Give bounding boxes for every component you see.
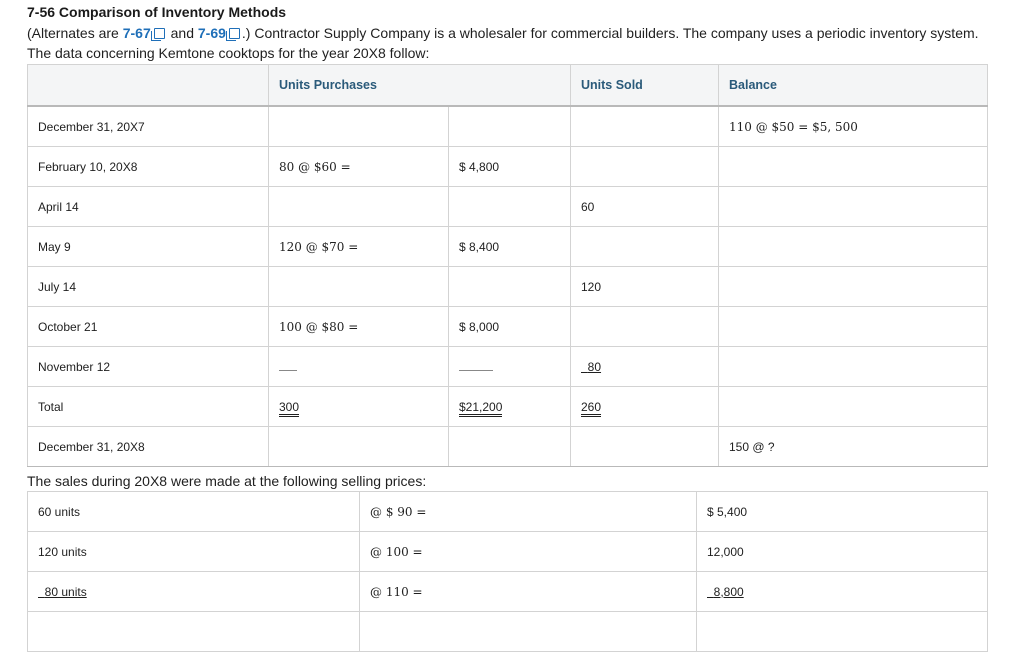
- row-date: July 14: [28, 267, 269, 307]
- row-balance: [719, 227, 988, 267]
- table-row: [28, 612, 988, 652]
- sales-units-value: 80 units: [44, 584, 87, 599]
- inventory-table: [27, 64, 988, 467]
- row-sold: 60: [571, 187, 719, 227]
- row-amount: [449, 387, 571, 427]
- table-row: [28, 187, 988, 227]
- row-purchase: 100 @ $80 =: [269, 307, 449, 347]
- sales-price: @ 100 =: [360, 532, 697, 572]
- row-purchase: [269, 347, 449, 387]
- row-amount: $ 8,400: [449, 227, 571, 267]
- row-sold: 120: [571, 267, 719, 307]
- row-amount: [449, 187, 571, 227]
- alt2-label[interactable]: 7-69: [197, 25, 226, 41]
- sold-underlined-value: [581, 360, 601, 374]
- sales-units: 60 units: [28, 492, 360, 532]
- row-purchase: 80 @ $60 =: [269, 147, 449, 187]
- alt-problem-link-2[interactable]: [198, 25, 242, 41]
- sales-units: [28, 572, 360, 612]
- row-date: Total: [28, 387, 269, 427]
- table-row: [28, 427, 988, 467]
- sales-price: @ 110 =: [360, 572, 697, 612]
- table-row: [28, 227, 988, 267]
- row-balance: 110 @ $50 = $5, 500: [719, 106, 988, 147]
- row-sold: [571, 106, 719, 147]
- row-purchase: 120 @ $70 =: [269, 227, 449, 267]
- header-balance: Balance: [719, 65, 988, 107]
- table-row: [28, 532, 988, 572]
- alt-problem-link-1[interactable]: [123, 25, 167, 41]
- external-link-icon[interactable]: [229, 28, 240, 39]
- blank-underline: [279, 362, 297, 371]
- blank-underline: [459, 362, 493, 371]
- row-amount: [449, 347, 571, 387]
- sold-value: 80: [587, 359, 602, 374]
- sales-units: [28, 612, 360, 652]
- table-row: [28, 267, 988, 307]
- problem-intro: [27, 23, 987, 63]
- sales-total: [697, 572, 988, 612]
- row-balance: [719, 347, 988, 387]
- row-amount: [449, 427, 571, 467]
- row-sold: [571, 147, 719, 187]
- sales-price: [360, 612, 697, 652]
- sales-table: [27, 491, 988, 652]
- row-purchase: [269, 106, 449, 147]
- total-sold: 260: [581, 400, 601, 417]
- row-purchase: [269, 427, 449, 467]
- table-row: [28, 347, 988, 387]
- sales-total-value: 8,800: [713, 584, 744, 599]
- sales-units-underlined: [38, 585, 87, 599]
- row-date: May 9: [28, 227, 269, 267]
- sales-units: 120 units: [28, 532, 360, 572]
- row-balance: [719, 267, 988, 307]
- table-header-row: [28, 65, 988, 107]
- row-sold: [571, 227, 719, 267]
- row-purchase: [269, 267, 449, 307]
- row-balance: [719, 147, 988, 187]
- total-amount: $21,200: [459, 400, 502, 417]
- header-cell-date: [28, 65, 269, 107]
- row-sold: [571, 347, 719, 387]
- problem-title: 7-56 Comparison of Inventory Methods: [27, 4, 287, 20]
- row-balance: [719, 187, 988, 227]
- intro-and: and: [166, 25, 198, 41]
- header-units-sold: Units Sold: [571, 65, 719, 107]
- sales-total: $ 5,400: [697, 492, 988, 532]
- row-sold: [571, 307, 719, 347]
- row-amount: [449, 106, 571, 147]
- row-purchase: [269, 387, 449, 427]
- row-balance: [719, 307, 988, 347]
- sales-price: @ $ 90 =: [360, 492, 697, 532]
- sales-heading: The sales during 20X8 were made at the following selling prices:: [27, 473, 427, 489]
- row-date: October 21: [28, 307, 269, 347]
- row-balance: 150 @ ?: [719, 427, 988, 467]
- row-date: February 10, 20X8: [28, 147, 269, 187]
- table-row: [28, 307, 988, 347]
- row-amount: [449, 267, 571, 307]
- row-purchase: [269, 187, 449, 227]
- row-amount: $ 8,000: [449, 307, 571, 347]
- external-link-icon[interactable]: [154, 28, 165, 39]
- row-date: April 14: [28, 187, 269, 227]
- header-units-purchases: Units Purchases: [269, 65, 571, 107]
- row-date: December 31, 20X8: [28, 427, 269, 467]
- table-row: [28, 147, 988, 187]
- row-sold: [571, 387, 719, 427]
- table-row: [28, 387, 988, 427]
- table-row: [28, 106, 988, 147]
- row-date: December 31, 20X7: [28, 106, 269, 147]
- alt1-label[interactable]: 7-67: [122, 25, 151, 41]
- sales-total: 12,000: [697, 532, 988, 572]
- row-date: November 12: [28, 347, 269, 387]
- table-row: [28, 572, 988, 612]
- table-row: [28, 492, 988, 532]
- row-balance: [719, 387, 988, 427]
- sales-total-underlined: [707, 585, 744, 599]
- row-sold: [571, 427, 719, 467]
- row-amount: $ 4,800: [449, 147, 571, 187]
- intro-prefix: (Alternates are: [27, 25, 123, 41]
- total-purchase: 300: [279, 400, 299, 417]
- sales-total: [697, 612, 988, 652]
- intro-rest: .) Contractor Supply Company is a wholesaler for commercial builders. The company uses a periodic inventory system. The data concerning Kemtone cooktops for the year 20X8 follow:: [27, 25, 979, 61]
